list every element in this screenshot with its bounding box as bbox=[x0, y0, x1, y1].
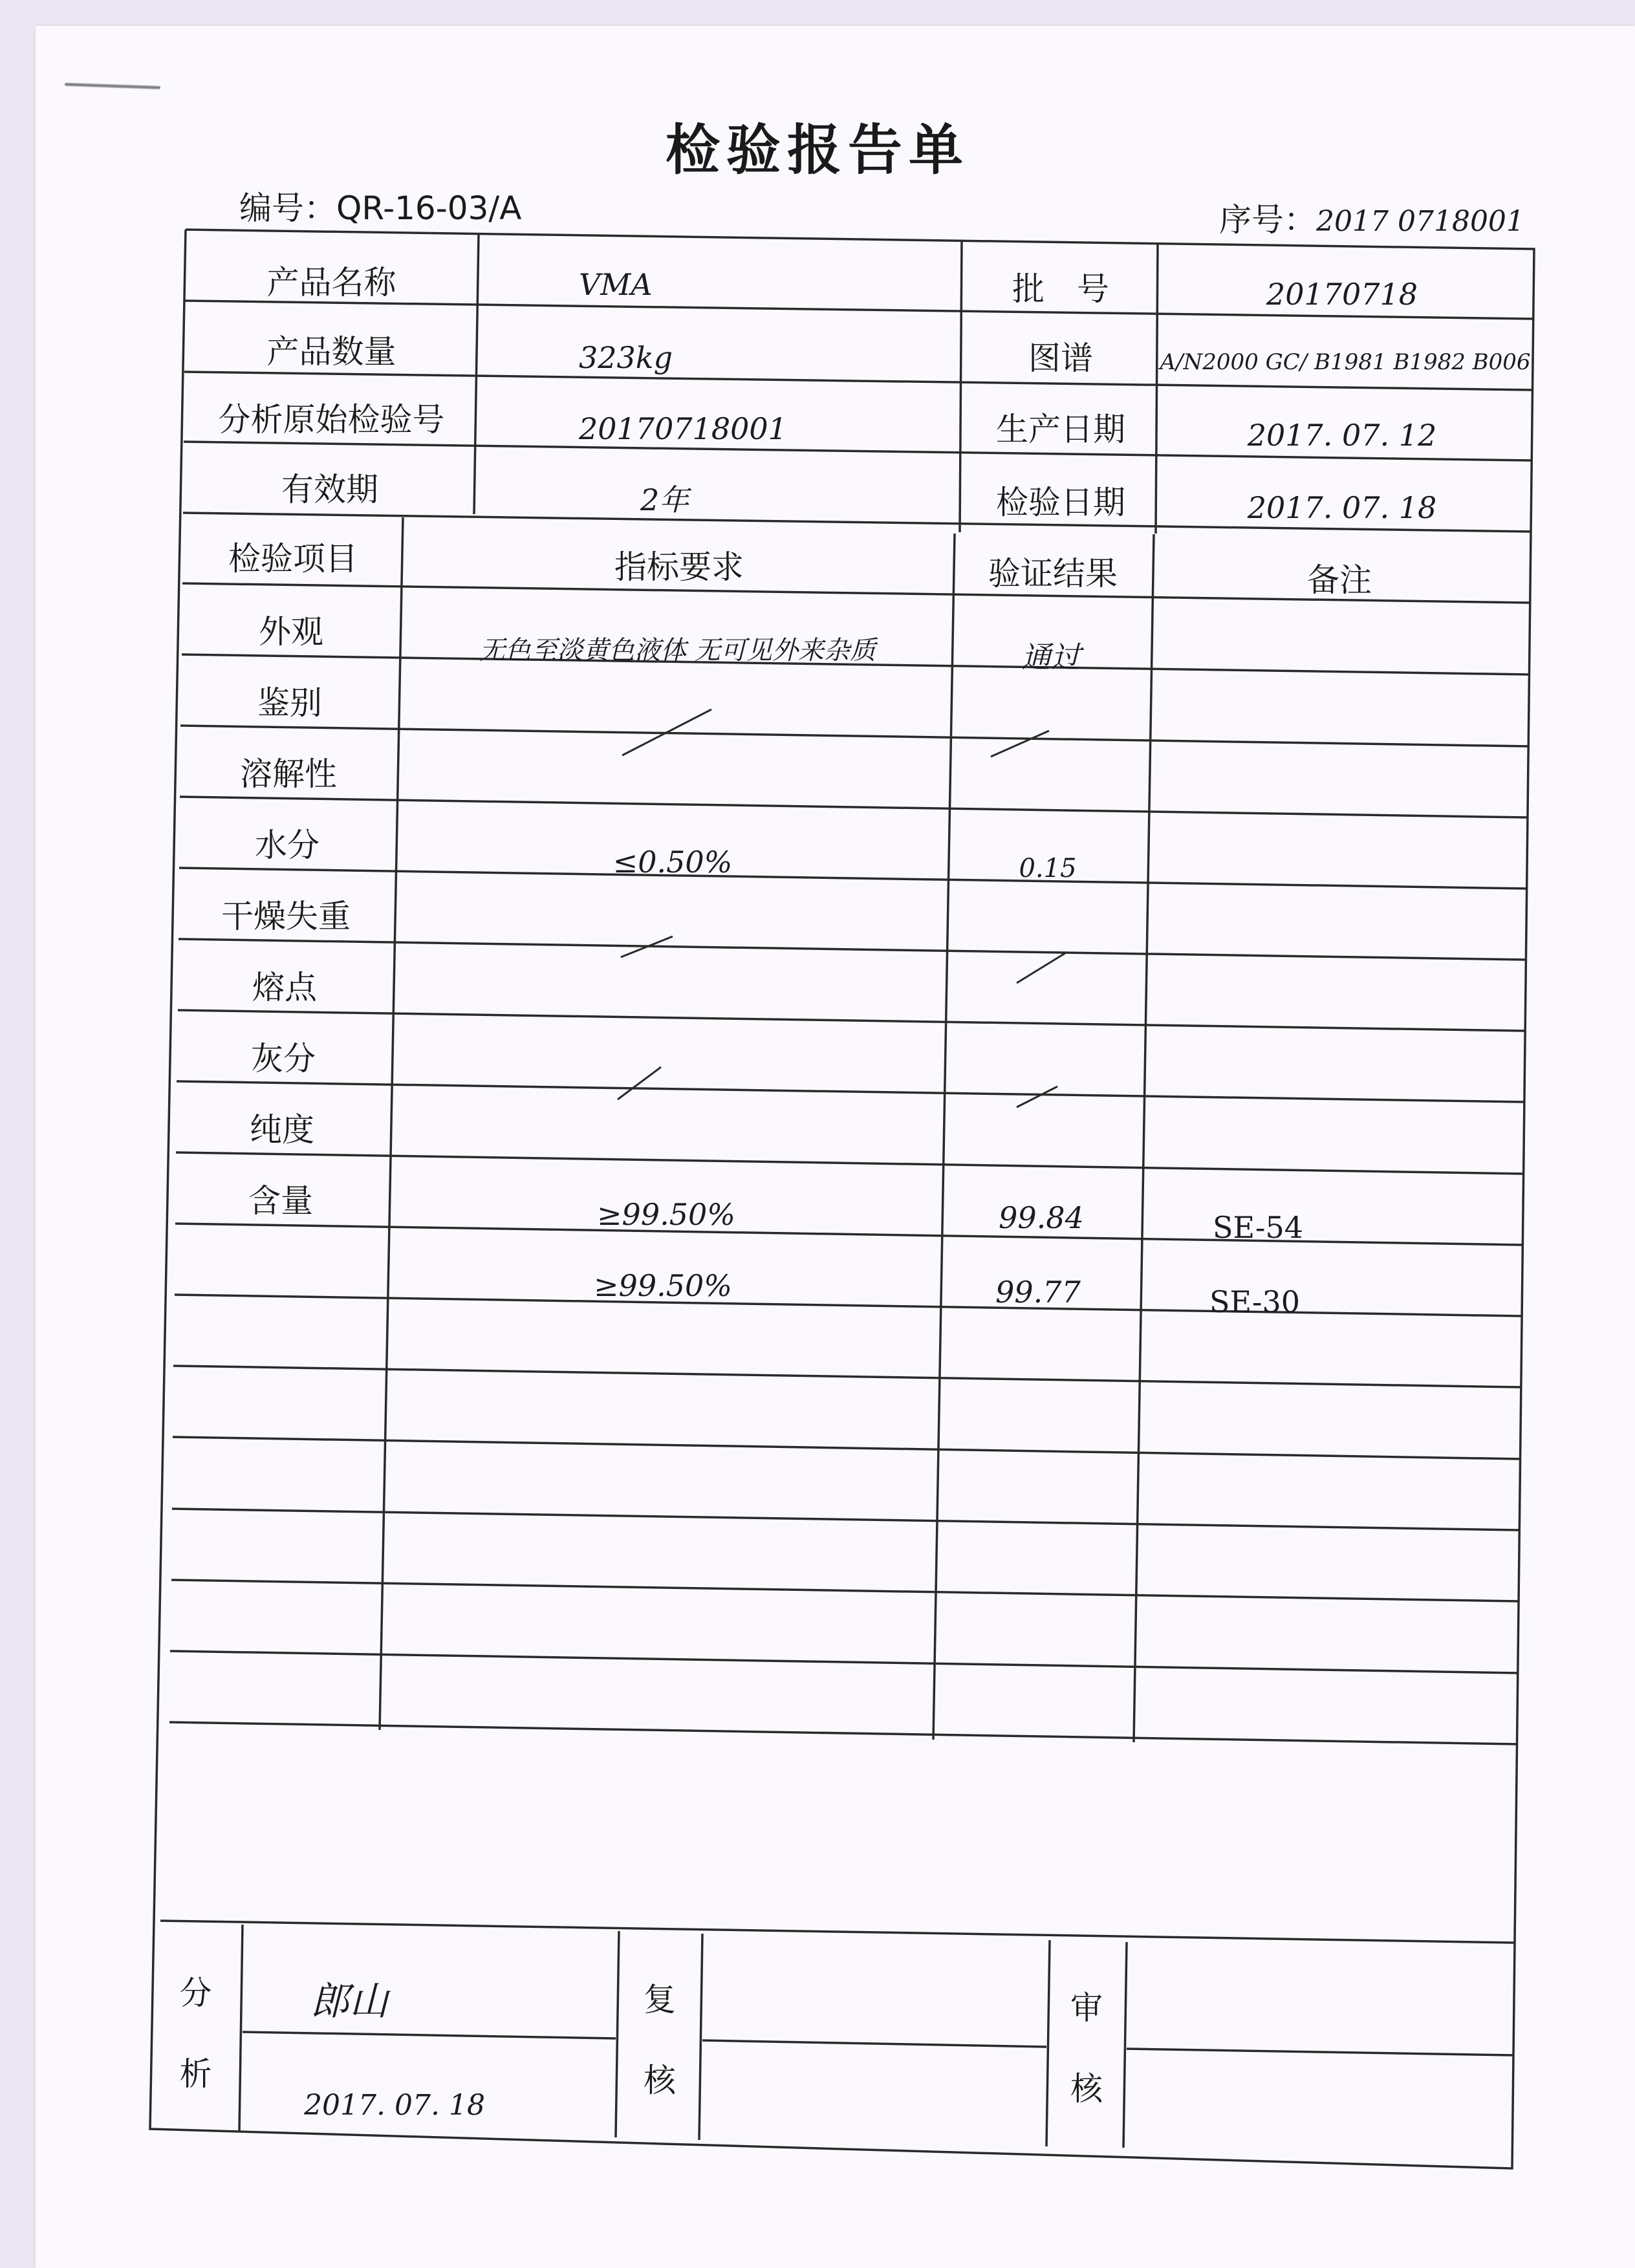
row-item-identification: 鉴别 bbox=[257, 684, 322, 722]
product-name-value: VMA bbox=[579, 267, 653, 302]
row-item-solubility: 溶解性 bbox=[240, 755, 337, 793]
row-result-content-2: 99.77 bbox=[995, 1274, 1081, 1310]
row-item-loss-on-drying: 干燥失重 bbox=[221, 897, 351, 935]
row-remark-content-1: SE-54 bbox=[1212, 1209, 1304, 1245]
row-result-appearance: 通过 bbox=[1021, 639, 1081, 675]
header-remark: 备注 bbox=[1307, 561, 1372, 599]
validity-value: 2年 bbox=[640, 482, 689, 517]
row-requirement-content-2: ≥99.50% bbox=[594, 1268, 732, 1303]
analysis-number-value: 20170718001 bbox=[579, 411, 787, 446]
audit-label bbox=[1048, 1945, 1125, 2146]
row-item-moisture: 水分 bbox=[255, 826, 319, 864]
quantity-label: 产品数量 bbox=[266, 333, 396, 371]
batch-label: 批 号 bbox=[1012, 270, 1109, 308]
validity-label: 有效期 bbox=[281, 470, 378, 508]
spectrum-value: A/N2000 GC/ B1981 B1982 B006 bbox=[1160, 349, 1531, 375]
spectrum-label: 图谱 bbox=[1028, 340, 1093, 377]
row-item-melting-point: 熔点 bbox=[252, 968, 317, 1006]
product-name-label: 产品名称 bbox=[266, 263, 396, 301]
form-code-value: QR-16-03/A bbox=[336, 189, 522, 227]
row-item-appearance: 外观 bbox=[259, 612, 323, 651]
review-label-1: 复 bbox=[644, 1980, 676, 2018]
analysis-label bbox=[152, 1930, 239, 2131]
row-requirement-appearance: 无色至淡黄色液体 无可见外来杂质 bbox=[479, 636, 876, 665]
review-label-2: 核 bbox=[644, 2061, 676, 2099]
form-code-label: 编号： bbox=[239, 189, 336, 227]
analysis-number-label: 分析原始检验号 bbox=[218, 401, 445, 438]
analyst-signature: 郎山 bbox=[310, 1979, 388, 2024]
analysis-label-2: 析 bbox=[179, 2055, 212, 2093]
row-requirement-content-1: ≥99.50% bbox=[597, 1196, 735, 1232]
production-date-value: 2017. 07. 12 bbox=[1247, 417, 1437, 453]
batch-value: 20170718 bbox=[1266, 277, 1418, 312]
row-result-moisture: 0.15 bbox=[1019, 853, 1077, 883]
serial-label: 序号： bbox=[1219, 201, 1316, 239]
analysis-date: 2017. 07. 18 bbox=[304, 2088, 485, 2122]
analysis-label-1: 分 bbox=[179, 1974, 212, 2012]
page-title: 检验报告单 bbox=[665, 118, 969, 182]
row-item-ash: 灰分 bbox=[251, 1039, 316, 1077]
audit-label-2: 核 bbox=[1070, 2069, 1103, 2108]
review-label bbox=[618, 1937, 702, 2137]
row-requirement-moisture: ≤0.50% bbox=[612, 844, 733, 880]
header-result: 验证结果 bbox=[988, 554, 1118, 592]
quantity-value: 323kg bbox=[579, 340, 673, 375]
row-result-content-1: 99.84 bbox=[999, 1200, 1084, 1235]
header-item: 检验项目 bbox=[228, 540, 358, 578]
row-remark-content-2: SE-30 bbox=[1209, 1284, 1301, 1319]
row-item-purity: 纯度 bbox=[250, 1110, 314, 1149]
row-item-content: 含量 bbox=[248, 1182, 313, 1220]
header-requirement: 指标要求 bbox=[614, 548, 744, 586]
inspection-date-label: 检验日期 bbox=[996, 483, 1125, 521]
serial-value: 2017 0718001 bbox=[1316, 205, 1524, 238]
inspection-date-value: 2017. 07. 18 bbox=[1247, 490, 1437, 525]
production-date-label: 生产日期 bbox=[996, 411, 1125, 448]
audit-label-1: 审 bbox=[1070, 1989, 1103, 2027]
